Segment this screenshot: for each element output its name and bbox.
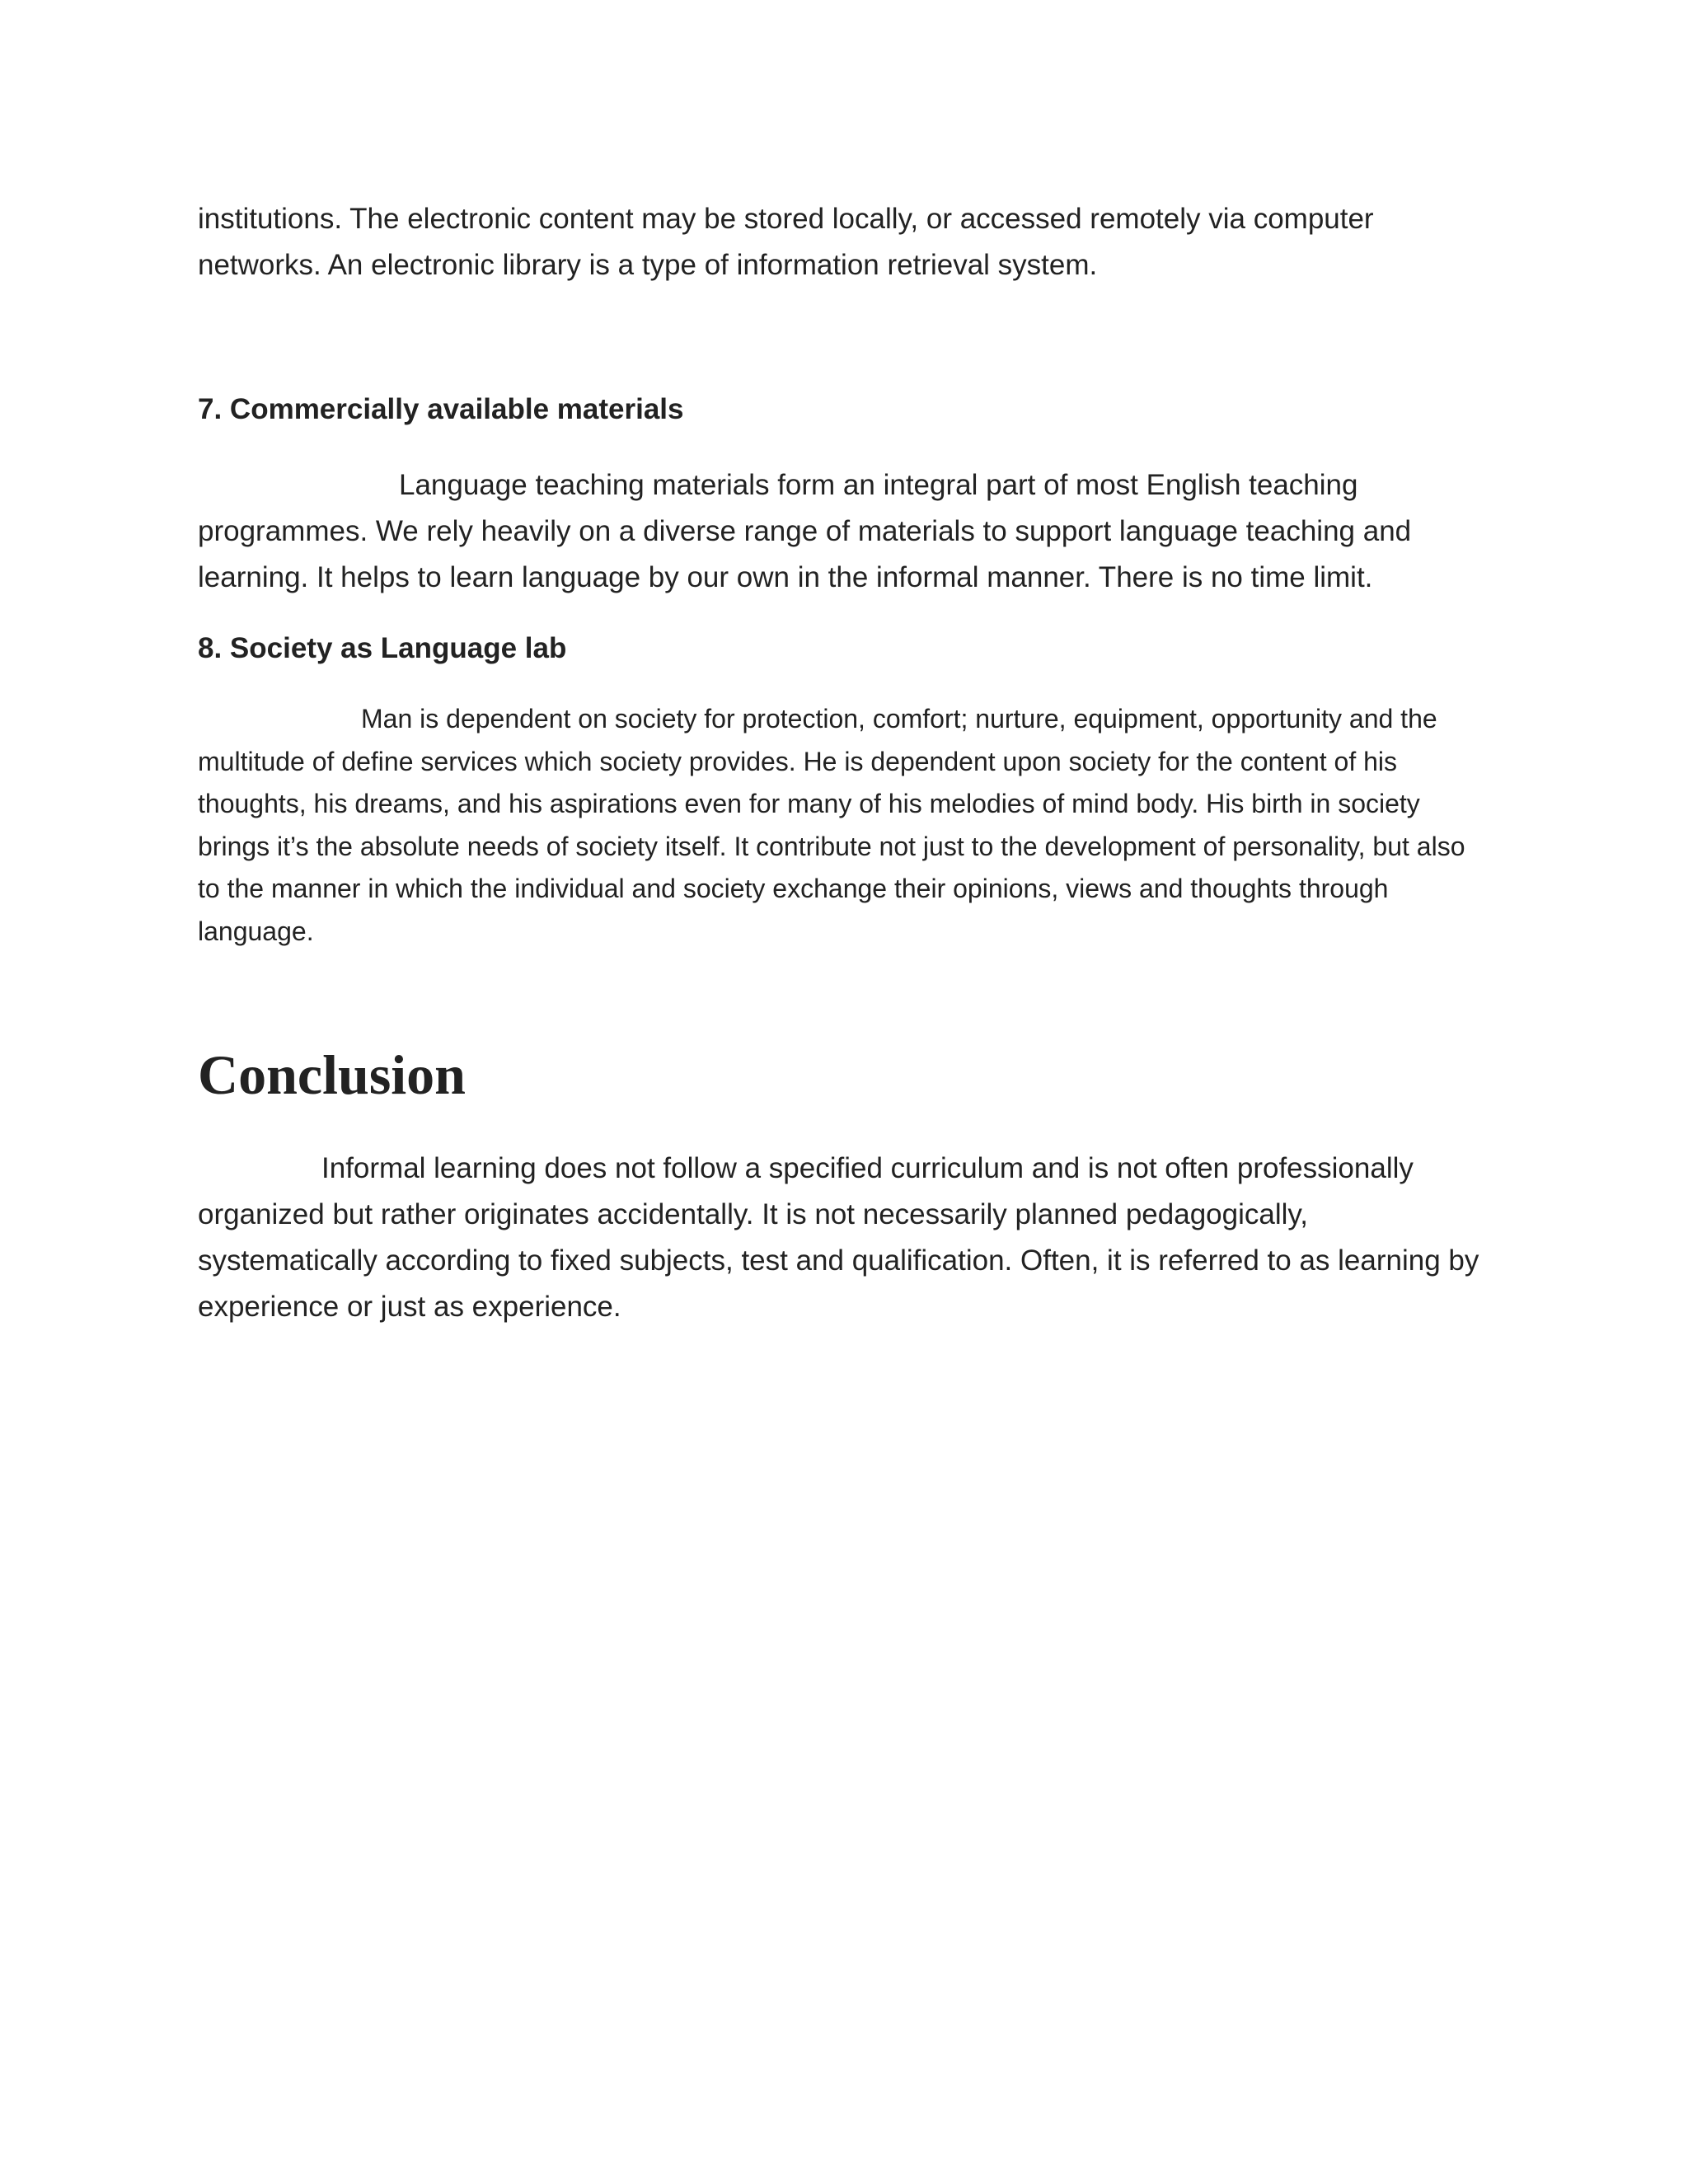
section-7-heading: 7. Commercially available materials bbox=[198, 393, 684, 425]
conclusion-heading: Conclusion bbox=[198, 1043, 466, 1106]
page-content bbox=[198, 196, 1492, 1330]
section-8-paragraph: Man is dependent on society for protection, comfort; nurture, equipment, opportunity and the multitude of define services which society provides. He is dependent upon society for the content of his thoughts, his dreams, and his aspirations even for many of his melodies of mind body. His birth in society brings it’s the absolute needs of society itself. It contribute not just to the development of personality, but also to the manner in which the individual and society exchange their opinions, views and thoughts through language. bbox=[198, 704, 1465, 946]
conclusion-paragraph: Informal learning does not follow a specified curriculum and is not often professionally organized but rather originates accidentally. It is not necessarily planned pedagogically, systematically according to fixed subjects, test and qualification. Often, it is referred to as learning by experience or just as experience. bbox=[198, 1151, 1479, 1323]
section-7-paragraph: Language teaching materials form an integral part of most English teaching programmes. We rely heavily on a diverse range of materials to support language teaching and learning. It helps to learn language by our own in the informal manner. There is no time limit. bbox=[198, 469, 1412, 593]
section-8-heading: 8. Society as Language lab bbox=[198, 632, 567, 664]
intro-paragraph: institutions. The electronic content may be stored locally, or accessed remotely via computer networks. An electronic library is a type of information retrieval system. bbox=[198, 203, 1374, 281]
